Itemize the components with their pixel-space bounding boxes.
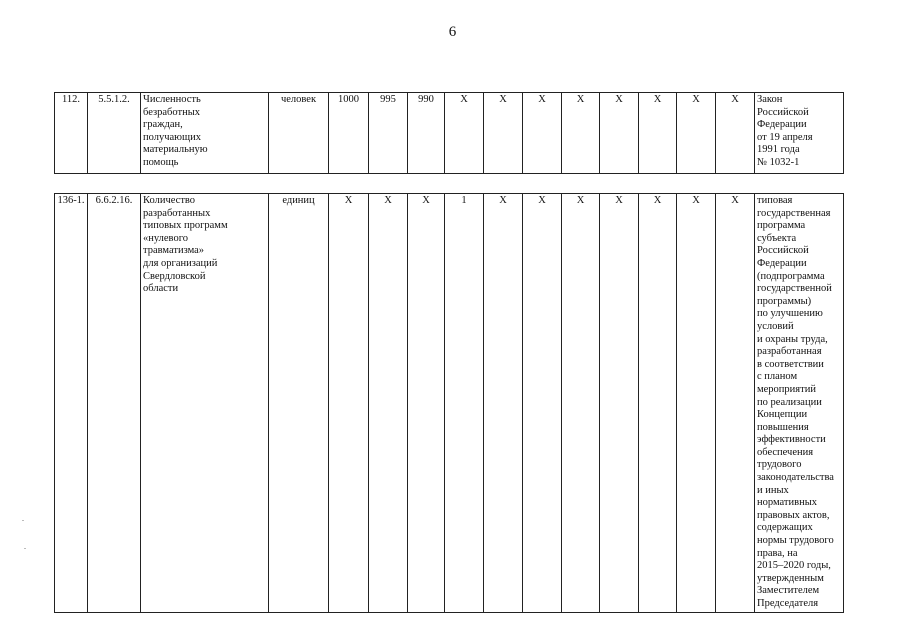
text-line: мероприятий: [757, 383, 816, 395]
text-line: получающих: [143, 131, 201, 143]
value-cell: X: [677, 194, 716, 613]
indicator-code-cell: 5.5.1.2.: [88, 93, 141, 174]
text-line: по реализации: [757, 396, 822, 408]
value-cell: X: [677, 93, 716, 174]
value-cell: 995: [369, 93, 408, 174]
text-line: разработанная: [757, 346, 822, 358]
indicator-table-row-112: [54, 92, 844, 174]
text-line: разработанных: [143, 207, 211, 219]
text-line: трудового: [757, 459, 802, 471]
text-line: типовая: [757, 195, 793, 206]
value-cell: X: [445, 93, 484, 174]
row-number-cell: 112.: [55, 93, 88, 174]
value-cell: X: [716, 194, 755, 613]
text-line: законодательства: [757, 472, 834, 484]
text-line: Российской: [757, 106, 809, 118]
text-line: и охраны труда,: [757, 333, 828, 345]
source-cell: [755, 194, 844, 613]
indicator-code-cell: 6.6.2.16.: [88, 194, 141, 613]
value-cell: 1000: [329, 93, 369, 174]
row-number-cell: 136-1.: [55, 194, 88, 613]
text-line: нормы трудового: [757, 535, 834, 547]
text-line: 1991 года: [757, 144, 800, 156]
text-line: по улучшению: [757, 308, 823, 320]
page-number: 6: [448, 24, 457, 40]
text-line: повышения: [757, 421, 809, 433]
text-line: типовых программ: [143, 220, 228, 232]
text-line: содержащих: [757, 522, 813, 534]
text-line: программы): [757, 295, 812, 307]
text-line: травматизма»: [143, 245, 205, 257]
text-line: «нулевого: [143, 232, 188, 244]
value-cell: 1: [445, 194, 484, 613]
text-line: Заместителем: [757, 585, 820, 597]
value-cell: X: [600, 93, 639, 174]
text-line: обеспечения: [757, 446, 814, 458]
value-cell: X: [408, 194, 445, 613]
text-line: для организаций: [143, 257, 218, 269]
value-cell: X: [600, 194, 639, 613]
scan-speck: [24, 548, 26, 549]
text-line: безработных: [143, 106, 201, 118]
value-cell: X: [523, 93, 562, 174]
text-line: субъекта: [757, 232, 797, 244]
text-line: № 1032-1: [757, 156, 800, 168]
value-cell: X: [562, 93, 600, 174]
text-line: государственная: [757, 207, 831, 219]
text-line: нормативных: [757, 497, 818, 509]
text-line: правовых актов,: [757, 509, 830, 521]
text-line: Численность: [143, 94, 201, 105]
indicator-name-cell: [141, 194, 269, 613]
indicator-table-row-136-1: [54, 193, 844, 613]
text-line: условий: [757, 320, 794, 332]
value-cell: X: [369, 194, 408, 613]
text-line: права, на: [757, 547, 798, 559]
value-cell: X: [484, 194, 523, 613]
text-line: эффективности: [757, 434, 826, 446]
text-line: области: [143, 283, 179, 295]
text-line: с планом: [757, 371, 798, 383]
text-line: помощь: [143, 156, 179, 168]
value-cell: X: [329, 194, 369, 613]
text-line: государственной: [757, 283, 832, 295]
indicator-name-cell: [141, 93, 269, 174]
text-line: Концепции: [757, 409, 808, 421]
value-cell: X: [716, 93, 755, 174]
text-line: граждан,: [143, 119, 183, 131]
value-cell: 990: [408, 93, 445, 174]
text-line: Российской: [757, 245, 809, 257]
value-cell: X: [484, 93, 523, 174]
unit-cell: человек: [269, 93, 329, 174]
source-cell: [755, 93, 844, 174]
table-row: [55, 93, 844, 174]
text-line: Свердловской: [143, 270, 206, 282]
text-line: Председателя: [757, 598, 819, 609]
scan-speck: [22, 520, 24, 521]
text-line: в соответствии: [757, 358, 824, 370]
value-cell: X: [562, 194, 600, 613]
text-line: Федерации: [757, 257, 807, 269]
text-line: Федерации: [757, 119, 807, 131]
text-line: от 19 апреля: [757, 131, 813, 143]
text-line: 2015–2020 годы,: [757, 560, 831, 572]
unit-cell: единиц: [269, 194, 329, 613]
text-line: программа: [757, 220, 806, 232]
value-cell: X: [639, 93, 677, 174]
text-line: Закон: [757, 94, 783, 105]
table-row: [55, 194, 844, 613]
text-line: (подпрограмма: [757, 270, 825, 282]
text-line: Количество: [143, 195, 196, 206]
value-cell: X: [639, 194, 677, 613]
value-cell: X: [523, 194, 562, 613]
text-line: материальную: [143, 144, 208, 156]
text-line: и иных: [757, 484, 789, 496]
text-line: утвержденным: [757, 572, 824, 584]
